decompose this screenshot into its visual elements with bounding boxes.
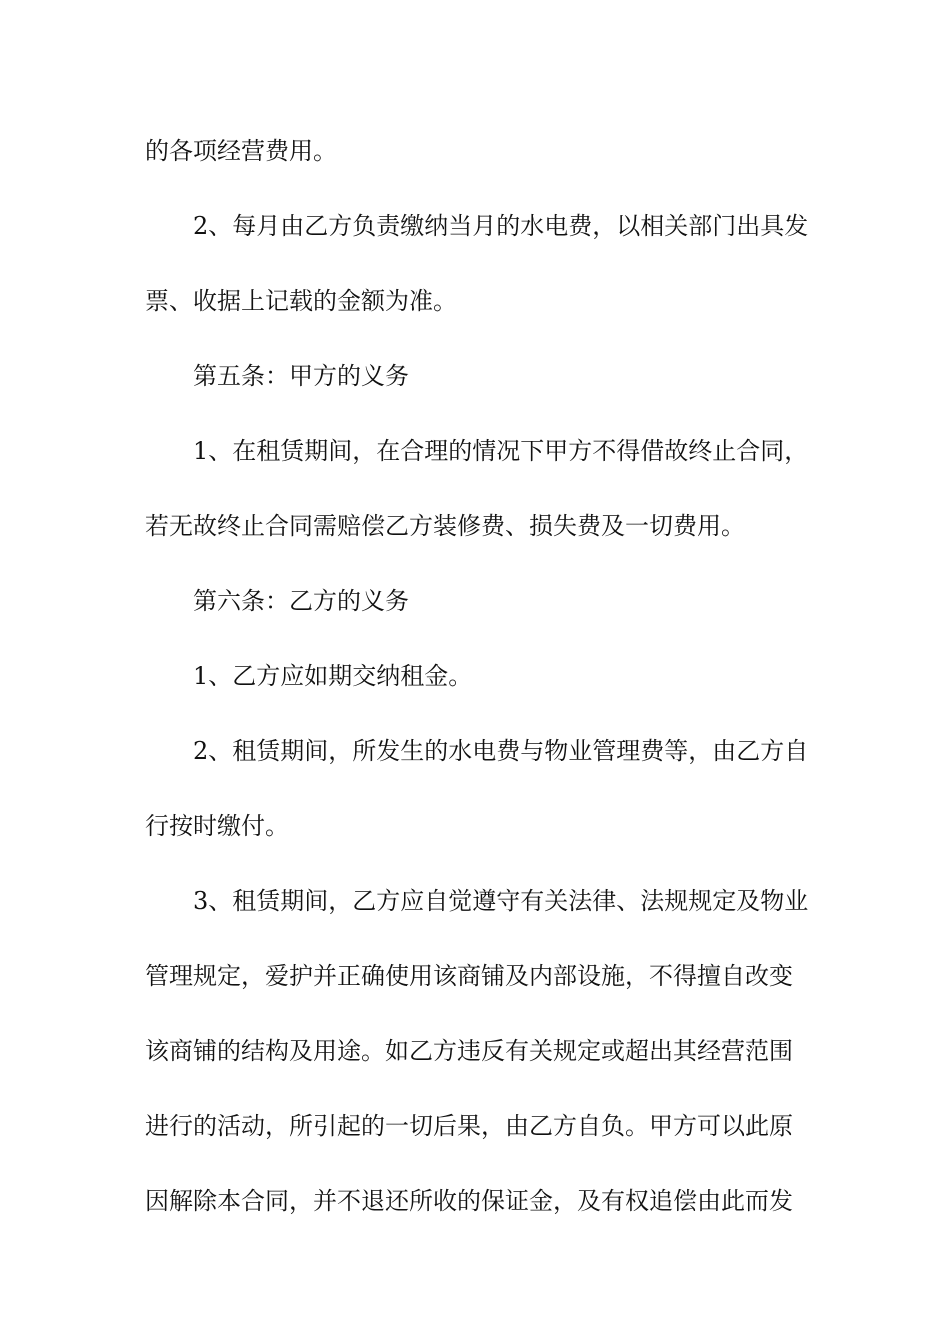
text-line-8: 1、乙方应如期交纳租金。 — [193, 662, 473, 690]
text-line-14: 进行的活动，所引起的一切后果，由乙方自负。甲方可以此原 — [145, 1112, 793, 1140]
section-heading-article-6: 第六条：乙方的义务 — [193, 587, 409, 615]
text-line-9: 2、租赁期间，所发生的水电费与物业管理费等，由乙方自 — [193, 737, 809, 765]
text-line-13: 该商铺的结构及用途。如乙方违反有关规定或超出其经营范围 — [145, 1037, 793, 1065]
text-line-15: 因解除本合同，并不退还所收的保证金，及有权追偿由此而发 — [145, 1187, 793, 1215]
text-line-1: 的各项经营费用。 — [145, 137, 337, 165]
text-line-6: 若无故终止合同需赔偿乙方装修费、损失费及一切费用。 — [145, 512, 745, 540]
section-heading-article-5: 第五条：甲方的义务 — [193, 362, 409, 390]
text-line-3: 票、收据上记载的金额为准。 — [145, 287, 457, 315]
text-line-11: 3、租赁期间，乙方应自觉遵守有关法律、法规规定及物业 — [193, 887, 809, 915]
text-line-5: 1、在租赁期间，在合理的情况下甲方不得借故终止合同， — [193, 437, 809, 465]
text-line-2: 2、每月由乙方负责缴纳当月的水电费，以相关部门出具发 — [193, 212, 809, 240]
text-line-10: 行按时缴付。 — [145, 812, 289, 840]
text-line-12: 管理规定，爱护并正确使用该商铺及内部设施，不得擅自改变 — [145, 962, 793, 990]
